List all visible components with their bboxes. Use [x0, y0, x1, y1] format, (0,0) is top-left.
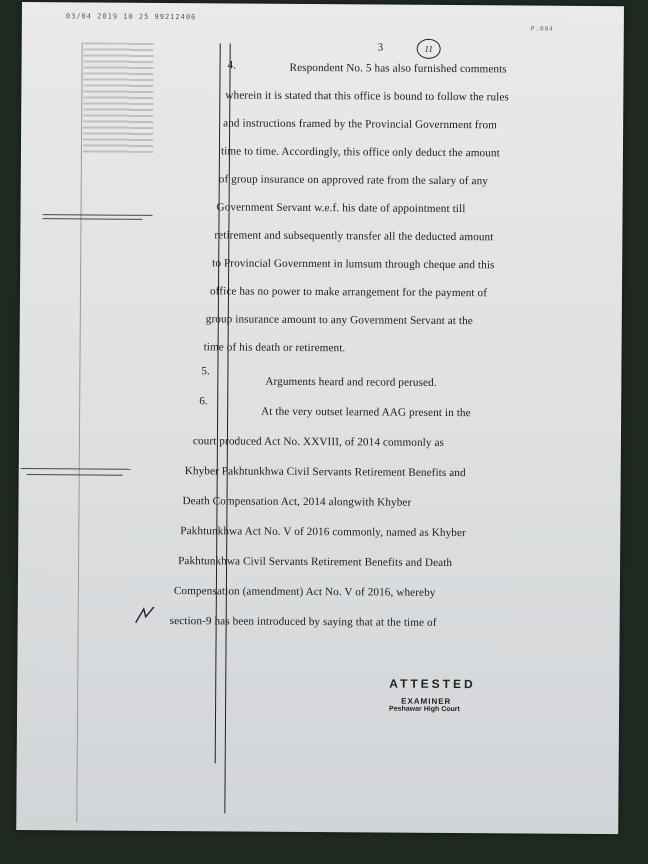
- fax-page-number: P.004: [530, 25, 554, 33]
- text-line: Government Servant w.e.f. his date of appointment till: [216, 201, 466, 216]
- margin-shadow-line: [76, 42, 82, 822]
- text-line: Khyber Pakhtunkhwa Civil Servants Retirement Benefits and: [184, 465, 466, 480]
- margin-scribble: [27, 474, 123, 476]
- attested-stamp: ATTESTED: [389, 676, 476, 692]
- text-line: Pakhtunkhwa Act No. V of 2016 commonly, named as Khyber: [180, 525, 466, 540]
- paragraph-number: 5.: [201, 365, 210, 378]
- text-line: Death Compensation Act, 2014 alongwith Khyber: [182, 495, 412, 509]
- margin-scribble: [42, 218, 142, 220]
- examiner-stamp: EXAMINER: [401, 696, 452, 707]
- text-line: Arguments heard and record perused.: [265, 375, 437, 389]
- text-line: group insurance amount to any Government Servant at the: [205, 313, 473, 328]
- margin-smudge: [83, 42, 154, 152]
- handwritten-mark-icon: [134, 603, 158, 627]
- margin-scribble: [21, 468, 131, 470]
- court-stamp: Peshawar High Court: [389, 705, 460, 714]
- paragraph-number: 6.: [199, 395, 208, 408]
- text-line: time of his death or retirement.: [203, 341, 346, 355]
- text-line: Respondent No. 5 has also furnished comments: [289, 61, 507, 76]
- text-line: Compensation (amendment) Act No. V of 2016, whereby: [173, 585, 436, 599]
- text-line: and instructions framed by the Provincial Government from: [223, 117, 498, 132]
- text-line: of group insurance on approved rate from the salary of any: [218, 173, 489, 188]
- text-line: office has no power to make arrangement for the payment of: [209, 285, 488, 300]
- margin-line-left: [215, 43, 221, 763]
- text-line: At the very outset learned AAG present in the: [261, 405, 471, 420]
- margin-line-right: [224, 43, 230, 813]
- text-line: retirement and subsequently transfer all the deducted amount: [214, 229, 494, 244]
- text-line: section-9 has been introduced by saying that at the time of: [169, 615, 437, 629]
- page-number: 3: [377, 41, 384, 54]
- margin-scribble: [43, 214, 153, 216]
- text-line: court produced Act No. XXVIII, of 2014 commonly as: [192, 435, 445, 449]
- circled-page-number: 11: [417, 39, 441, 59]
- text-line: time to time. Accordingly, this office only deduct the amount: [220, 145, 500, 160]
- text-line: to Provincial Government in lumsum through cheque and this: [212, 257, 495, 272]
- paragraph-number: 4.: [227, 59, 236, 72]
- text-line: wherein it is stated that this office is bound to follow the rules: [225, 89, 509, 104]
- fax-header: 03/04 2019 10 25 99212406: [65, 12, 197, 22]
- text-line: Pakhtunkhwa Civil Servants Retirement Benefits and Death: [178, 555, 453, 570]
- document-page: [16, 2, 624, 834]
